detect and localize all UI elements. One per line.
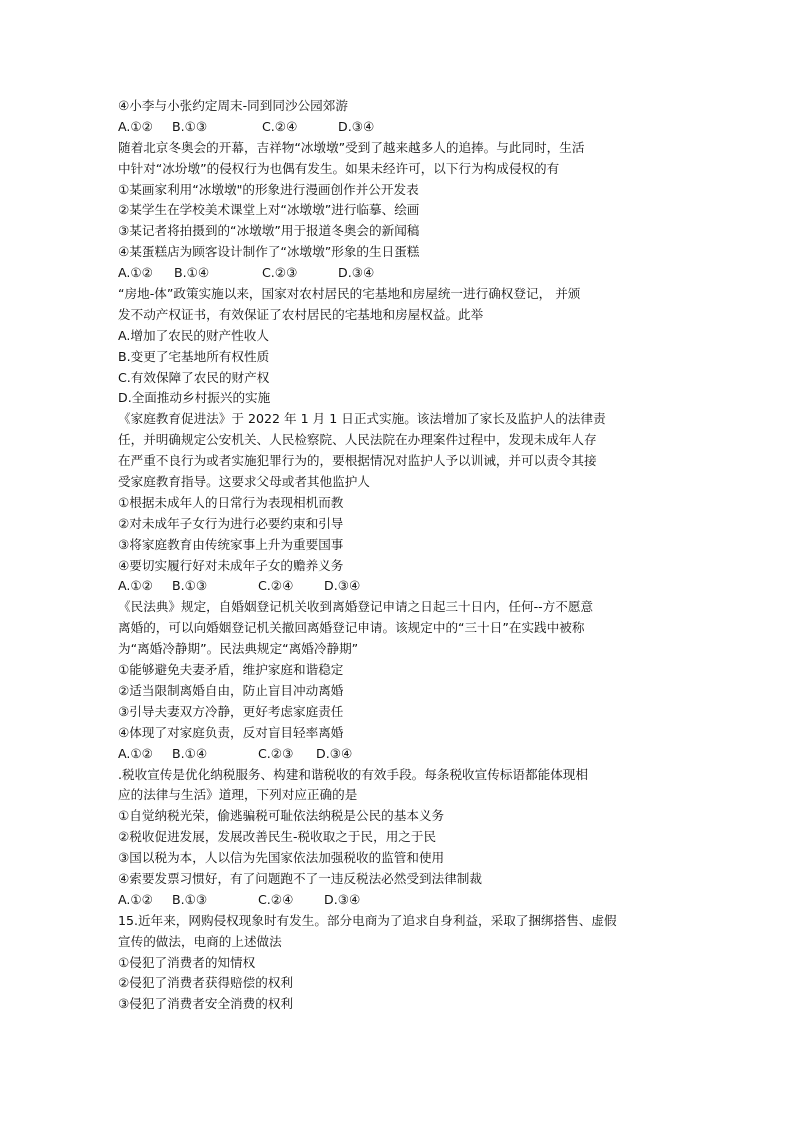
item-text: ④小李与小张约定周末-同到同沙公园郊游 xyxy=(118,98,348,113)
option-b: B.①④ xyxy=(174,265,210,281)
choice-b: B.变更了宅基地所有权性质 xyxy=(118,348,270,364)
question-stem-line: 任，并明确规定公安机关、人民检察院、人民法院在办理案件过程中，发现未成年人存 xyxy=(118,432,597,448)
option-a: A.①② xyxy=(118,578,153,594)
item-text: ②某学生在学校美术课堂上对“冰墩墩”进行临摹、绘画 xyxy=(118,202,420,218)
item-text: ④索要发票习惯好，有了问题跑不了一违反税法必然受到法律制裁 xyxy=(118,870,482,886)
choice-a: A.增加了农民的财产性收人 xyxy=(118,327,269,343)
option-c: C.②④ xyxy=(262,118,298,134)
question-stem-line: 《家庭教育促进法》于 2022 年 1 月 1 日正式实施。该法增加了家长及监护人的法律责 xyxy=(118,411,606,427)
option-b: B.①④ xyxy=(172,745,208,761)
item-text: ③国以税为本，人以信为先国家依法加强税收的监管和使用 xyxy=(118,850,445,866)
options-row xyxy=(118,744,678,765)
options-row xyxy=(118,890,678,911)
item-text: ④某蛋糕店为顾客设计制作了“冰墩墩”形象的生日蛋糕 xyxy=(118,244,420,260)
question-stem-line: 随着北京冬奥会的开幕，吉祥物“冰墩墩”受到了越来越多人的追捧。与此同时，生活 xyxy=(118,139,585,155)
exam-page xyxy=(118,96,678,1015)
options-row xyxy=(118,263,678,284)
item-text: ②侵犯了消费者获得赔偿的权利 xyxy=(118,975,294,991)
item-text: ③某记者将拍摄到的“冰墩墩”用于报道冬奥会的新闻稿 xyxy=(118,223,420,239)
item-text: ④体现了对家庭负责，反对盲目轻率离婚 xyxy=(118,724,344,740)
item-text: ③引导夫妻双方冷静，更好考虑家庭责任 xyxy=(118,703,344,719)
item-text: ①能够避免夫妻矛盾，维护家庭和谐稳定 xyxy=(118,662,344,678)
option-d: D.③④ xyxy=(338,118,375,134)
option-c: C.②④ xyxy=(258,891,294,907)
item-text: ①根据未成年人的日常行为表现相机而教 xyxy=(118,494,344,510)
option-d: D.③④ xyxy=(324,891,361,907)
item-text: ①侵犯了消费者的知情权 xyxy=(118,954,256,970)
item-text: ③将家庭教育由传统家事上升为重要国事 xyxy=(118,536,344,552)
question-stem-line: 离婚的，可以向婚姻登记机关撤回离婚登记申请。该规定中的“三十日”在实践中被称 xyxy=(118,620,585,636)
option-b: B.①③ xyxy=(172,891,208,907)
option-d: D.③④ xyxy=(338,265,375,281)
item-text: ③侵犯了消费者安全消费的权利 xyxy=(118,996,294,1012)
choice-d: D.全面推动乡村振兴的实施 xyxy=(118,390,271,406)
question-stem-line: 受家庭教育指导。这要求父母或者其他监护人 xyxy=(118,474,370,490)
question-stem-line: 15.近年来，网购侵权现象时有发生。部分电商为了追求自身利益，采取了捆绑搭售、虚假 xyxy=(118,912,617,928)
option-d: D.③④ xyxy=(316,745,353,761)
options-row xyxy=(118,117,678,138)
item-text: ②税收促进发展，发展改善民生-税收取之于民，用之于民 xyxy=(118,829,437,845)
option-c: C.②③ xyxy=(262,265,298,281)
option-a: A.①② xyxy=(118,265,153,281)
item-text: ②适当限制离婚自由，防止盲目冲动离婚 xyxy=(118,682,344,698)
option-c: C.②④ xyxy=(258,578,294,594)
question-stem-line: 宣传的做法，电商的上述做法 xyxy=(118,933,282,949)
option-a: A.①② xyxy=(118,891,153,907)
option-a: A.①② xyxy=(118,745,153,761)
question-stem-line: 发不动产权证书，有效保证了农村居民的宅基地和房屋权益。此举 xyxy=(118,306,484,322)
question-stem-line: 中针对“冰坋墩”的侵权行为也偶有发生。如果未经许可，以下行为构成侵权的有 xyxy=(118,160,560,176)
question-stem-line: 在严重不良行为或者实施犯罪行为的，要根据情况对监护人予以训诫，并可以责令其接 xyxy=(118,453,597,469)
question-stem-line: 为“离婚冷静期”。民法典规定“离婚冷静期” xyxy=(118,641,359,657)
question-stem-line: .税收宣传是优化纳税服务、构建和谐税收的有效手段。每条税收宣传标语都能体现相 xyxy=(118,766,588,782)
options-row xyxy=(118,576,678,597)
item-text: ②对未成年子女行为进行必要约束和引导 xyxy=(118,515,344,531)
option-a: A.①② xyxy=(118,118,153,134)
item-text: ①某画家利用“冰墩墩"的形象进行漫画创作并公开发表 xyxy=(118,181,419,197)
choice-c: C.有效保障了农民的财产权 xyxy=(118,369,270,385)
option-d: D.③④ xyxy=(324,578,361,594)
item-text: ④要切实履行好对未成年子女的赡养义务 xyxy=(118,557,344,573)
item-text: ①自觉纳税光荣，偷逃骗税可耻依法纳税是公民的基本义务 xyxy=(118,808,445,824)
option-c: C.②③ xyxy=(258,745,294,761)
question-stem-line: 《民法典》规定，自婚姻登记机关收到离婚登记申请之日起三十日内，任何--方不愿意 xyxy=(118,599,594,615)
option-b: B.①③ xyxy=(172,578,208,594)
question-stem-line: “房地-体”政策实施以来，国家对农村居民的宅基地和房屋统一进行确权登记， 并颁 xyxy=(118,286,581,302)
option-b: B.①③ xyxy=(172,118,208,134)
question-stem-line: 应的法律与生活》道理，下列对应正确的是 xyxy=(118,787,358,803)
